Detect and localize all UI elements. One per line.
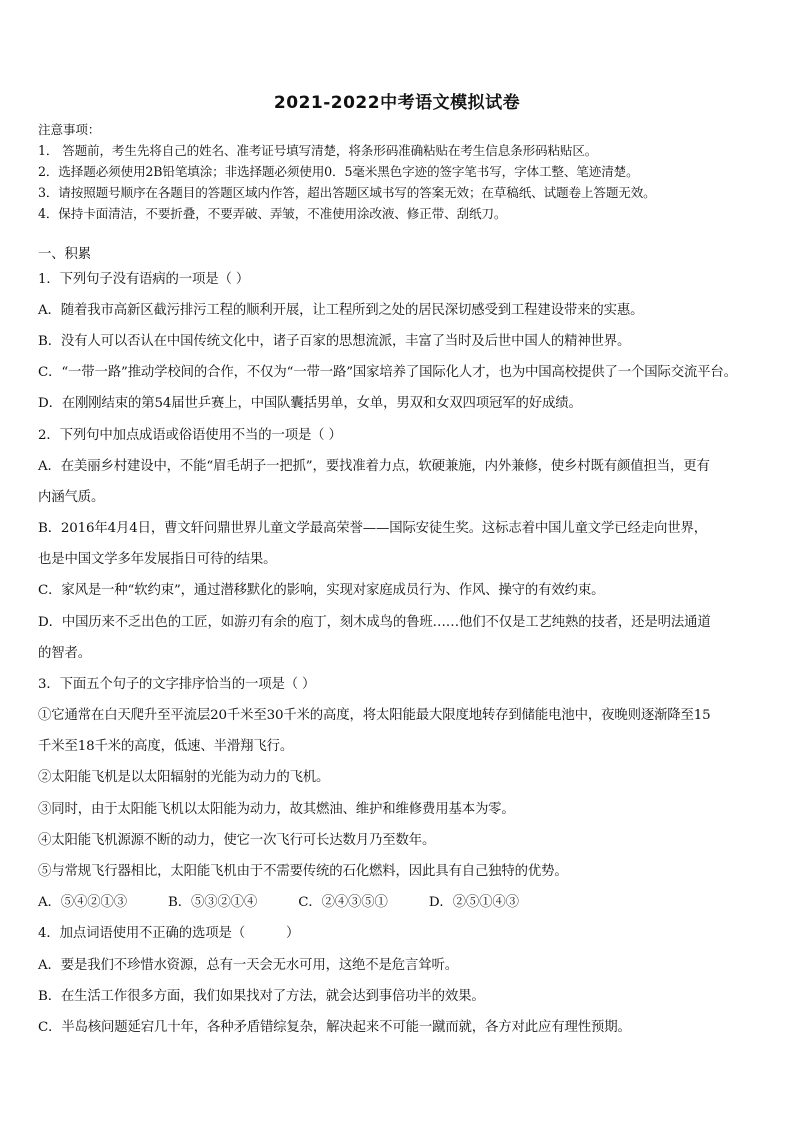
question-stem: 1．下列句子没有语病的一项是（ ） (38, 272, 250, 287)
option-line: A．在美丽乡村建设中，不能“眉毛胡子一把抓”，要找准着力点，软硬兼施，内外兼修，使乡村既有颜值担当，更有 (38, 459, 710, 474)
option-line: A．要是我们不珍惜水资源，总有一天会无水可用，这绝不是危言耸听。 (38, 958, 458, 973)
option-line: C．半岛核问题延宕几十年，各种矛盾错综复杂，解决起来不可能一蹴而就，各方对此应有理性预期。 (38, 1020, 631, 1035)
option-line: D．中国历来不乏出色的工匠，如游刃有余的庖丁，刻木成鸟的鲁班……他们不仅是工艺纯熟的技者，还是明法通道 (38, 615, 711, 630)
notice-item: 4．保持卡面清洁，不要折叠，不要弄破、弄皱，不准使用涂改液、修正带、刮纸刀。 (38, 206, 507, 221)
option-line: A．随着我市高新区截污排污工程的顺利开展，让工程所到之处的居民深切感受到工程建设带来的实惠。 (38, 303, 644, 318)
sentence-line: ②太阳能飞机是以太阳辐射的光能为动力的飞机。 (38, 770, 330, 785)
question-stem: 2．下列句中加点成语或俗语使用不当的一项是（ ） (38, 428, 342, 443)
option-line: B．2016年4月4日，曹文轩问鼎世界儿童文学最高荣誉——国际安徒生奖。这标志着中国儿童文学已经走向世界， (38, 521, 707, 536)
option-line: B．没有人可以否认在中国传统文化中，诸子百家的思想流派，丰富了当时及后世中国人的精神世界。 (38, 334, 631, 349)
option-line: 的智者。 (38, 646, 91, 661)
option-line: C．“一带一路”推动学校间的合作，不仅为“一带一路”国家培养了国际化人才，也为中国高校提供了一个国际交流平台。 (38, 365, 737, 380)
sentence-line: ⑤与常规飞行器相比，太阳能飞机由于不需要传统的石化燃料，因此具有自己独特的优势。 (38, 864, 568, 879)
sentence-line: ③同时，由于太阳能飞机以太阳能为动力，故其燃油、维护和维修费用基本为零。 (38, 802, 515, 817)
option-line: 也是中国文学多年发展指日可待的结果。 (38, 552, 277, 567)
option-line: C．家风是一种“软约束”，通过潜移默化的影响，实现对家庭成员行为、作风、操守的有效约束。 (38, 583, 605, 598)
notice-item: 1． 答题前，考生先将自己的姓名、准考证号填写清楚，将条形码准确粘贴在考生信息条形码粘贴区。 (38, 143, 598, 158)
option-line: B．在生活工作很多方面，我们如果找对了方法，就会达到事倍功半的效果。 (38, 989, 485, 1004)
option-line: 内涵气质。 (38, 490, 105, 505)
notice-item: 2．选择题必须使用2B铅笔填涂；非选择题必须使用0．5毫米黑色字迹的签字笔书写，字体工整、笔迹清楚。 (38, 164, 639, 179)
sentence-line: 千米至18千米的高度，低速、半滑翔飞行。 (38, 739, 294, 754)
notice-item: 3．请按照题号顺序在各题目的答题区域内作答，超出答题区域书写的答案无效；在草稿纸、试题卷上答题无效。 (38, 185, 656, 200)
section-heading: 一、积累 (38, 247, 91, 262)
question-stem: 3．下面五个句子的文字排序恰当的一项是（ ） (38, 677, 316, 692)
question-stem: 4．加点词语使用不正确的选项是（ ） (38, 926, 300, 941)
answer-options: A．⑤④②①③ B．⑤③②①④ C．②④③⑤① D．②⑤①④③ (38, 895, 519, 910)
sentence-line: ④太阳能飞机源源不断的动力，使它一次飞行可长达数月乃至数年。 (38, 833, 436, 848)
sentence-line: ①它通常在白天爬升至平流层20千米至30千米的高度，将太阳能最大限度地转存到储能电池中，夜晚则逐渐降至15 (38, 708, 711, 723)
page-title: 2021-2022中考语文模拟试卷 (273, 93, 521, 113)
notice-heading: 注意事项： (38, 122, 101, 137)
option-line: D．在刚刚结束的第54届世乒赛上，中国队囊括男单，女单，男双和女双四项冠军的好成绩。 (38, 396, 582, 411)
